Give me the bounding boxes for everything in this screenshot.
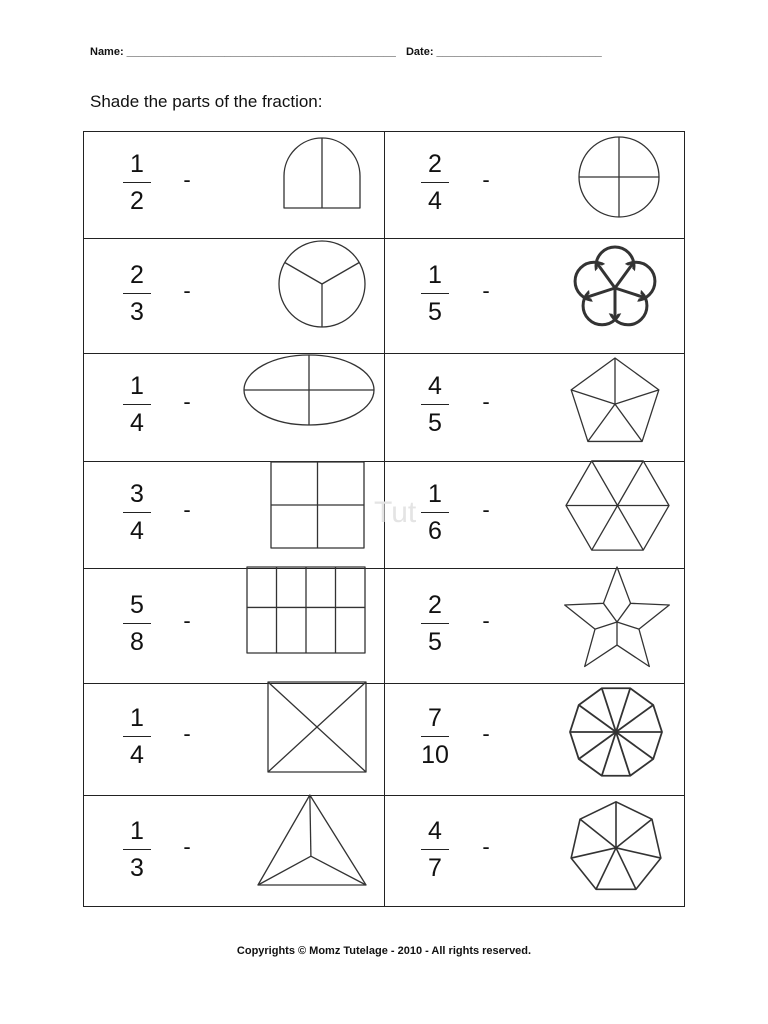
- fraction-numerator: 2: [130, 260, 144, 289]
- ellipse-quarters-icon[interactable]: [242, 353, 376, 427]
- fraction-denominator: 3: [130, 297, 144, 326]
- fraction-14: [415, 816, 455, 883]
- fraction-numerator: 2: [428, 590, 442, 619]
- fraction-bar: [421, 849, 449, 850]
- dash-separator: -: [183, 389, 191, 414]
- fraction-denominator: 10: [421, 741, 449, 769]
- fraction-5: [117, 371, 157, 438]
- rectangle-eighths-icon[interactable]: [245, 565, 367, 655]
- dash-separator: -: [482, 389, 490, 414]
- fraction-denominator: 4: [130, 409, 144, 437]
- fraction-6: [415, 371, 455, 438]
- fraction-bar: [421, 736, 449, 737]
- dash-separator: -: [482, 167, 490, 192]
- fraction-numerator: 3: [130, 479, 144, 508]
- dash-separator: -: [482, 496, 490, 522]
- fraction-numerator: 1: [428, 260, 442, 289]
- fraction-3: [117, 260, 157, 327]
- dash-separator: -: [482, 607, 490, 633]
- square-diagonal-quarters-icon[interactable]: [266, 680, 368, 774]
- fraction-7: [117, 479, 157, 546]
- fraction-numerator: 4: [428, 372, 442, 400]
- fraction-bar: [421, 512, 449, 513]
- fraction-numerator: 5: [130, 590, 144, 619]
- fraction-numerator: 7: [428, 704, 442, 732]
- fraction-12: [415, 703, 455, 770]
- square-quarters-icon[interactable]: [269, 460, 366, 550]
- fraction-8: [415, 479, 455, 546]
- fraction-denominator: 8: [130, 627, 144, 656]
- watermark: Tut: [374, 496, 417, 529]
- dash-separator: -: [183, 833, 191, 859]
- circle-thirds-icon[interactable]: [277, 239, 367, 329]
- fraction-denominator: 2: [130, 187, 144, 215]
- star-fifths-icon[interactable]: [564, 565, 670, 669]
- fraction-bar: [123, 512, 151, 513]
- name-field[interactable]: Name: ____________________________________________: [90, 46, 396, 58]
- fraction-13: [117, 816, 157, 883]
- fraction-4: [415, 260, 455, 327]
- flower-fifths-icon[interactable]: [567, 240, 663, 332]
- fraction-bar: [421, 182, 449, 183]
- fraction-numerator: 1: [130, 704, 144, 732]
- row-divider: [84, 238, 684, 239]
- hexagon-sixths-icon[interactable]: [564, 460, 671, 551]
- dash-separator: -: [183, 496, 191, 522]
- fraction-10: [415, 590, 455, 657]
- circle-quarters-icon[interactable]: [574, 135, 664, 219]
- dash-separator: -: [183, 607, 191, 633]
- row-divider: [84, 795, 684, 796]
- dash-separator: -: [183, 721, 191, 746]
- arch-halves-icon[interactable]: [282, 136, 362, 210]
- fraction-denominator: 5: [428, 297, 442, 326]
- fraction-numerator: 1: [130, 372, 144, 400]
- heptagon-sevenths-icon[interactable]: [568, 798, 664, 894]
- fraction-bar: [421, 404, 449, 405]
- instruction-text: Shade the parts of the fraction:: [90, 92, 323, 111]
- fraction-numerator: 1: [130, 150, 144, 178]
- dash-separator: -: [482, 833, 490, 859]
- fraction-bar: [421, 293, 449, 294]
- fraction-2: [415, 149, 455, 216]
- fraction-bar: [123, 404, 151, 405]
- date-field[interactable]: Date: ___________________________: [405, 46, 602, 58]
- dash-separator: -: [183, 167, 191, 192]
- fraction-denominator: 3: [130, 853, 144, 882]
- fraction-bar: [123, 736, 151, 737]
- fraction-bar: [123, 293, 151, 294]
- row-divider: [84, 353, 684, 354]
- fraction-numerator: 1: [130, 816, 144, 845]
- fraction-denominator: 4: [130, 741, 144, 769]
- fraction-denominator: 7: [428, 853, 442, 882]
- fraction-denominator: 5: [428, 627, 442, 656]
- decagon-tenths-icon[interactable]: [564, 684, 668, 780]
- triangle-thirds-icon[interactable]: [256, 793, 368, 887]
- fraction-numerator: 2: [428, 150, 442, 178]
- copyright-footer: Copyrights © Momz Tutelage - 2010 - All rights reserved.: [236, 945, 532, 957]
- dash-separator: -: [482, 277, 490, 303]
- fraction-numerator: 4: [428, 816, 442, 845]
- fraction-numerator: 1: [428, 479, 442, 508]
- fraction-denominator: 4: [428, 187, 442, 215]
- fraction-denominator: 4: [130, 516, 144, 545]
- fraction-bar: [421, 623, 449, 624]
- dash-separator: -: [183, 277, 191, 303]
- fraction-bar: [123, 182, 151, 183]
- fraction-11: [117, 703, 157, 770]
- fraction-denominator: 6: [428, 516, 442, 545]
- fraction-1: [117, 149, 157, 216]
- pentagon-fifths-icon[interactable]: [561, 356, 669, 447]
- dash-separator: -: [482, 721, 490, 746]
- fraction-bar: [123, 623, 151, 624]
- fraction-9: [117, 590, 157, 657]
- fraction-bar: [123, 849, 151, 850]
- fraction-denominator: 5: [428, 409, 442, 437]
- worksheet-header: [90, 46, 602, 58]
